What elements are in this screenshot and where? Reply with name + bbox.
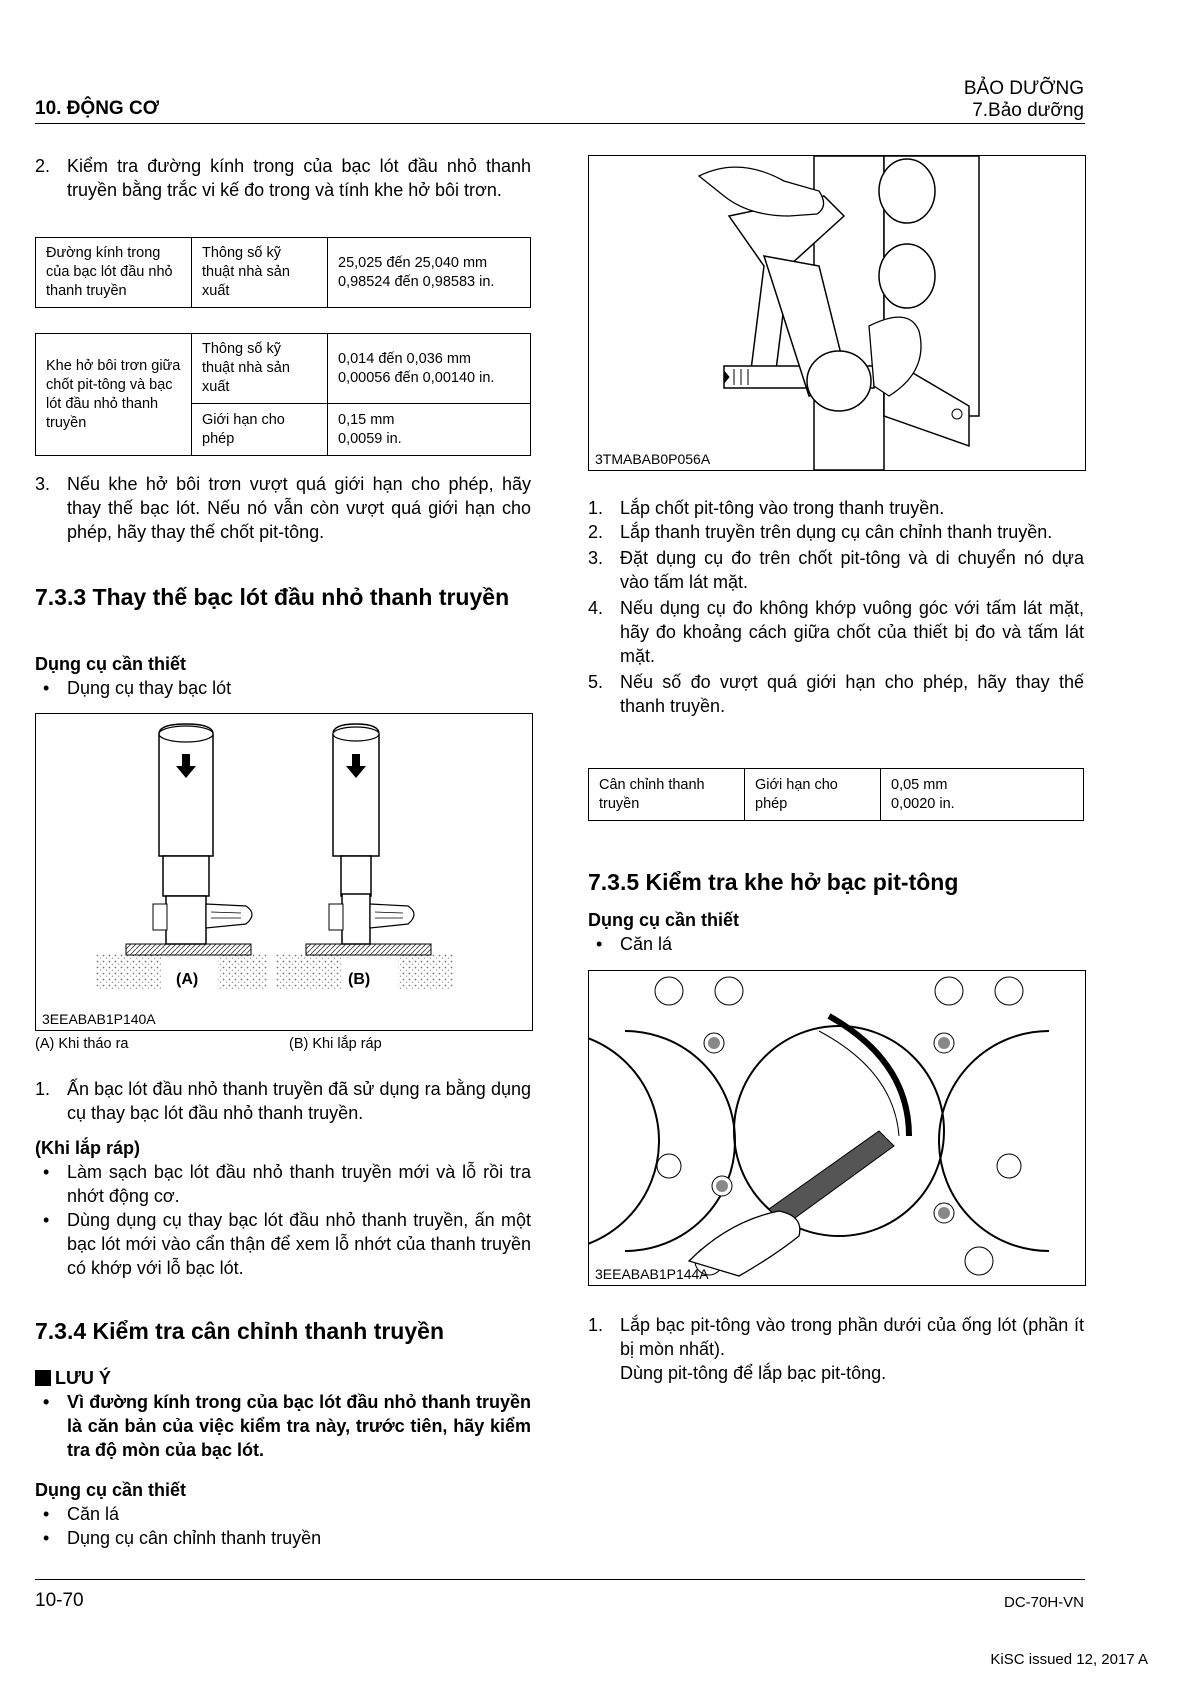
table-cell: Đường kính trong của bạc lót đầu nhỏ thanh truyền [36, 238, 192, 308]
right-steps [588, 496, 1084, 718]
tool-item: Căn lá [620, 934, 673, 954]
bullet-text: Làm sạch bạc lót đầu nhỏ thanh truyền mới và lỗ rồi tra nhớt động cơ. [67, 1162, 531, 1206]
table-cell [328, 238, 531, 308]
spec-table-inner-diameter [35, 237, 531, 308]
right-735-step-1 [588, 1313, 1084, 1385]
table-cell: Thông số kỹ thuật nhà sản xuất [192, 238, 328, 308]
figure-bushing-replacer [35, 713, 533, 1031]
ground-block [218, 954, 268, 989]
note-text: Vì đường kính trong của bạc lót đầu nhỏ thanh truyền là căn bản của việc kiểm tra này, trước tiên, hãy kiểm tra độ mòn của bạc lót. [67, 1392, 531, 1460]
figure-code: 3TMABAB0P056A [595, 451, 711, 467]
bushing [166, 896, 206, 944]
note-block: LƯU Ý • Vì đường kính trong của bạc lót đầu nhỏ thanh truyền là căn bản của việc kiểm tra này, trước tiên, hãy kiểm tra độ mòn của bạc lót. [35, 1366, 531, 1462]
tools-heading: Dụng cụ cần thiết [35, 1480, 187, 1500]
note-heading: LƯU Ý [55, 1368, 111, 1388]
tools-heading: Dụng cụ cần thiết [588, 910, 740, 930]
tool-item: Dụng cụ cân chỉnh thanh truyền [67, 1528, 322, 1548]
assembly-block: (Khi lắp ráp) • Làm sạch bạc lót đầu nhỏ thanh truyền mới và lỗ rồi tra nhớt động cơ. • Dùng dụng cụ thay bạc lót đầu nhỏ thanh truyền, ấn một bạc lót mới vào cẩn thận để xem lỗ nhớt của thanh truyền có khớp với lỗ bạc lót. [35, 1138, 531, 1278]
step-continuation: Dùng pit-tông để lắp bạc pit-tông. [620, 1363, 887, 1383]
heading-7-3-5 [588, 867, 1084, 897]
spec-value-mm: 0,014 đến 0,036 mm [338, 350, 472, 367]
step-text: Nếu khe hở bôi trơn vượt quá giới hạn cho phép, hãy thay thế bạc lót. Nếu nó vẫn còn vượt quá giới hạn cho phép, hãy thay thế chốt pit-tông. [67, 474, 531, 542]
ground-block [96, 954, 161, 989]
note-heading-row [35, 1366, 531, 1390]
tools-heading: Dụng cụ cần thiết [35, 654, 187, 674]
spec-value-in: 0,00056 đến 0,00140 in. [338, 369, 495, 386]
step-number: 5. [588, 672, 604, 692]
table-cell [881, 769, 1084, 821]
document-code: DC-70H-VN [1003, 1594, 1084, 1611]
figure-label-a: (A) [176, 971, 199, 988]
subchapter-title: 7.Bảo dưỡng [972, 100, 1084, 121]
figure-label-b: (B) [348, 971, 371, 988]
step-text: Lắp thanh truyền trên dụng cụ cân chỉnh thanh truyền. [620, 522, 1053, 542]
table-cell: Giới hạn cho phép [192, 404, 328, 456]
step-text: Đặt dụng cụ đo trên chốt pit-tông và di chuyển nó dựa vào tấm lát mặt. [620, 548, 1084, 592]
tool-item: Căn lá [67, 1504, 120, 1524]
step-number: 1. [35, 1079, 51, 1099]
tools-block-734: Dụng cụ cần thiết • Căn lá • Dụng cụ cân chỉnh thanh truyền [35, 1478, 531, 1550]
tool-item: Dụng cụ thay bạc lót [67, 678, 232, 698]
ring-gap-illustration [589, 971, 1085, 1285]
section-heading: 7.3.5 Kiểm tra khe hở bạc pit-tông [588, 869, 959, 895]
step-number: 1. [588, 498, 604, 518]
step-number: 3. [35, 474, 51, 494]
tool-shaft [159, 724, 213, 856]
footer-rule [35, 1579, 1085, 1580]
alignment-tool-illustration [589, 156, 1085, 470]
chapter-title: BẢO DƯỠNG [963, 78, 1084, 99]
cylinder-bore [734, 1026, 944, 1236]
hand-left [699, 167, 824, 216]
step-text: Lắp bạc pit-tông vào trong phần dưới của ống lót (phần ít bị mòn nhất). [620, 1315, 1084, 1359]
header-rule [35, 123, 1085, 124]
figure-caption-a: (A) Khi tháo ra [35, 1036, 129, 1052]
table-cell: Cân chỉnh thanh truyền [589, 769, 745, 821]
chapter-header [964, 78, 1084, 122]
table-cell: Khe hở bôi trơn giữa chốt pit-tông và bạc lót đầu nhỏ thanh truyền [36, 334, 192, 456]
left-733-step-1 [35, 1077, 531, 1125]
step-text: Kiểm tra đường kính trong của bạc lót đầu nhỏ thanh truyền bằng trắc vi kế đo trong và tính khe hở bôi trơn. [67, 156, 531, 200]
limit-value-in: 0,0020 in. [891, 795, 955, 812]
step-number: 3. [588, 548, 604, 568]
heading-7-3-3 [35, 582, 531, 612]
limit-value-in: 0,0059 in. [338, 430, 402, 447]
figure-code: 3EEABAB1P140A [42, 1011, 156, 1027]
tool-shaft [333, 724, 379, 856]
bullet-text: Dùng dụng cụ thay bạc lót đầu nhỏ thanh truyền, ấn một bạc lót mới vào cẩn thận để xem lỗ nhớt của thanh truyền có khớp với lỗ bạc lót. [67, 1210, 531, 1278]
step-number: 2. [35, 156, 51, 176]
spec-value-mm: 25,025 đến 25,040 mm [338, 254, 488, 271]
table-cell: Thông số kỹ thuật nhà sản xuất [192, 334, 328, 404]
heading-7-3-4 [35, 1316, 531, 1346]
bushing-replacer-illustration [36, 714, 532, 1030]
step-number: 2. [588, 522, 604, 542]
base-plate [126, 944, 251, 955]
step-text: Lắp chốt pit-tông vào trong thanh truyền. [620, 498, 945, 518]
assembly-heading: (Khi lắp ráp) [35, 1138, 141, 1158]
figure-code: 3EEABAB1P144A [595, 1266, 709, 1282]
page-number: 10-70 [35, 1590, 84, 1611]
spec-table-alignment [588, 768, 1084, 821]
step-number: 1. [588, 1315, 604, 1335]
limit-value-mm: 0,05 mm [891, 776, 948, 793]
step-text: Nếu dụng cụ đo không khớp vuông góc với tấm lát mặt, hãy đo khoảng cách giữa chốt của thiết bị đo và tấm lát mặt. [620, 598, 1084, 666]
section-heading: 7.3.4 Kiểm tra cân chỉnh thanh truyền [35, 1318, 444, 1344]
left-step-3 [35, 472, 531, 544]
step-text: Ấn bạc lót đầu nhỏ thanh truyền đã sử dụng ra bằng dụng cụ thay bạc lót đầu nhỏ thanh truyền. [67, 1079, 531, 1123]
bushing [342, 894, 370, 944]
ground-block [276, 954, 341, 989]
section-title: 10. ĐỘNG CƠ [35, 98, 159, 119]
limit-value-mm: 0,15 mm [338, 411, 395, 428]
table-cell [328, 404, 531, 456]
figure-caption-b: (B) Khi lắp ráp [289, 1036, 382, 1052]
left-step-2 [35, 154, 531, 202]
figure-alignment-tool [588, 155, 1086, 471]
spec-value-in: 0,98524 đến 0,98583 in. [338, 273, 495, 290]
issue-info: KiSC issued 12, 2017 A [990, 1651, 1148, 1668]
tools-block-735: Dụng cụ cần thiết • Căn lá [588, 908, 1084, 956]
step-text: Nếu số đo vượt quá giới hạn cho phép, hãy thay thế thanh truyền. [620, 672, 1084, 716]
table-cell [328, 334, 531, 404]
note-square-icon [35, 1370, 51, 1386]
figure-ring-gap [588, 970, 1086, 1286]
table-cell: Giới hạn cho phép [745, 769, 881, 821]
tools-block-733: Dụng cụ cần thiết • Dụng cụ thay bạc lót [35, 652, 531, 700]
section-heading: 7.3.3 Thay thế bạc lót đầu nhỏ thanh truyền [35, 584, 510, 610]
step-number: 4. [588, 598, 604, 618]
base-plate [306, 944, 431, 955]
spec-table-clearance [35, 333, 531, 456]
ground-block [398, 954, 453, 989]
